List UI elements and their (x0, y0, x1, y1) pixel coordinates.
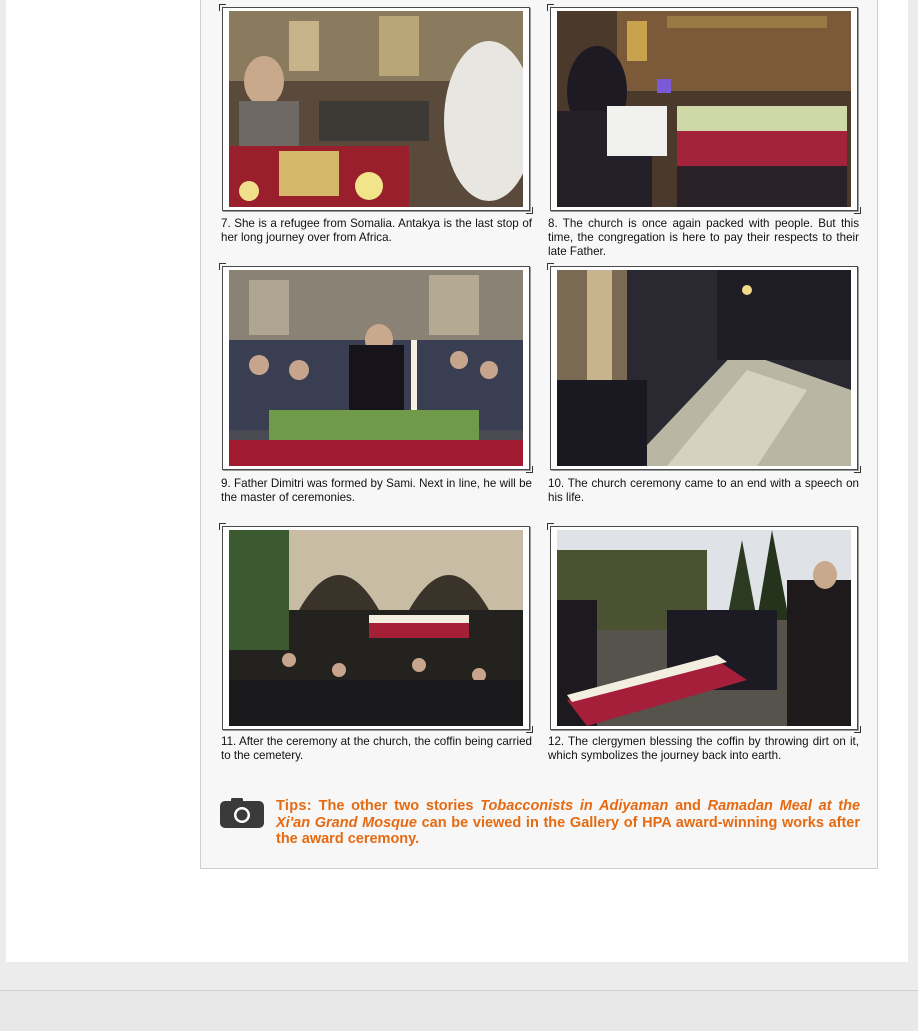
tips-text (276, 798, 860, 848)
tips-lead: The other two stories (318, 798, 474, 814)
tips-rest: can be viewed in the Gallery of HPA award-winning works after the award ceremony. (276, 814, 861, 848)
story-link-ramadan[interactable]: Ramadan Meal at the Xi'an Grand Mosque (276, 798, 861, 831)
photo-8-caption: 8. The church is once again packed with people. But this time, the congregation is here to pay their respects to their late Father. (548, 217, 859, 258)
photo-9[interactable] (222, 266, 530, 470)
photo-8-image (557, 11, 851, 207)
photo-10-caption: 10. The church ceremony came to an end with a speech on his life. (548, 477, 859, 504)
photo-10-image (557, 270, 851, 466)
story-link-tobacconists[interactable]: Tobacconists in Adiyaman (480, 798, 669, 814)
tips-label: Tips: (276, 798, 312, 814)
camera-icon (220, 798, 264, 828)
photo-11-caption: 11. After the ceremony at the church, the coffin being carried to the cemetery. (221, 735, 532, 762)
photo-7-caption: 7. She is a refugee from Somalia. Antakya is the last stop of her long journey over from Africa. (221, 217, 532, 244)
photo-10[interactable] (550, 266, 858, 470)
page-footer (0, 990, 918, 1031)
photo-9-caption: 9. Father Dimitri was formed by Sami. Next in line, he will be the master of ceremonies. (221, 477, 532, 504)
photo-9-image (229, 270, 523, 466)
photo-12-caption: 12. The clergymen blessing the coffin by throwing dirt on it, which symbolizes the journey back into earth. (548, 735, 859, 762)
photo-11[interactable] (222, 526, 530, 730)
photo-7[interactable] (222, 7, 530, 211)
photo-8[interactable] (550, 7, 858, 211)
photo-12[interactable] (550, 526, 858, 730)
tips-conj: and (675, 798, 701, 814)
photo-12-image (557, 530, 851, 726)
photo-11-image (229, 530, 523, 726)
photo-7-image (229, 11, 523, 207)
